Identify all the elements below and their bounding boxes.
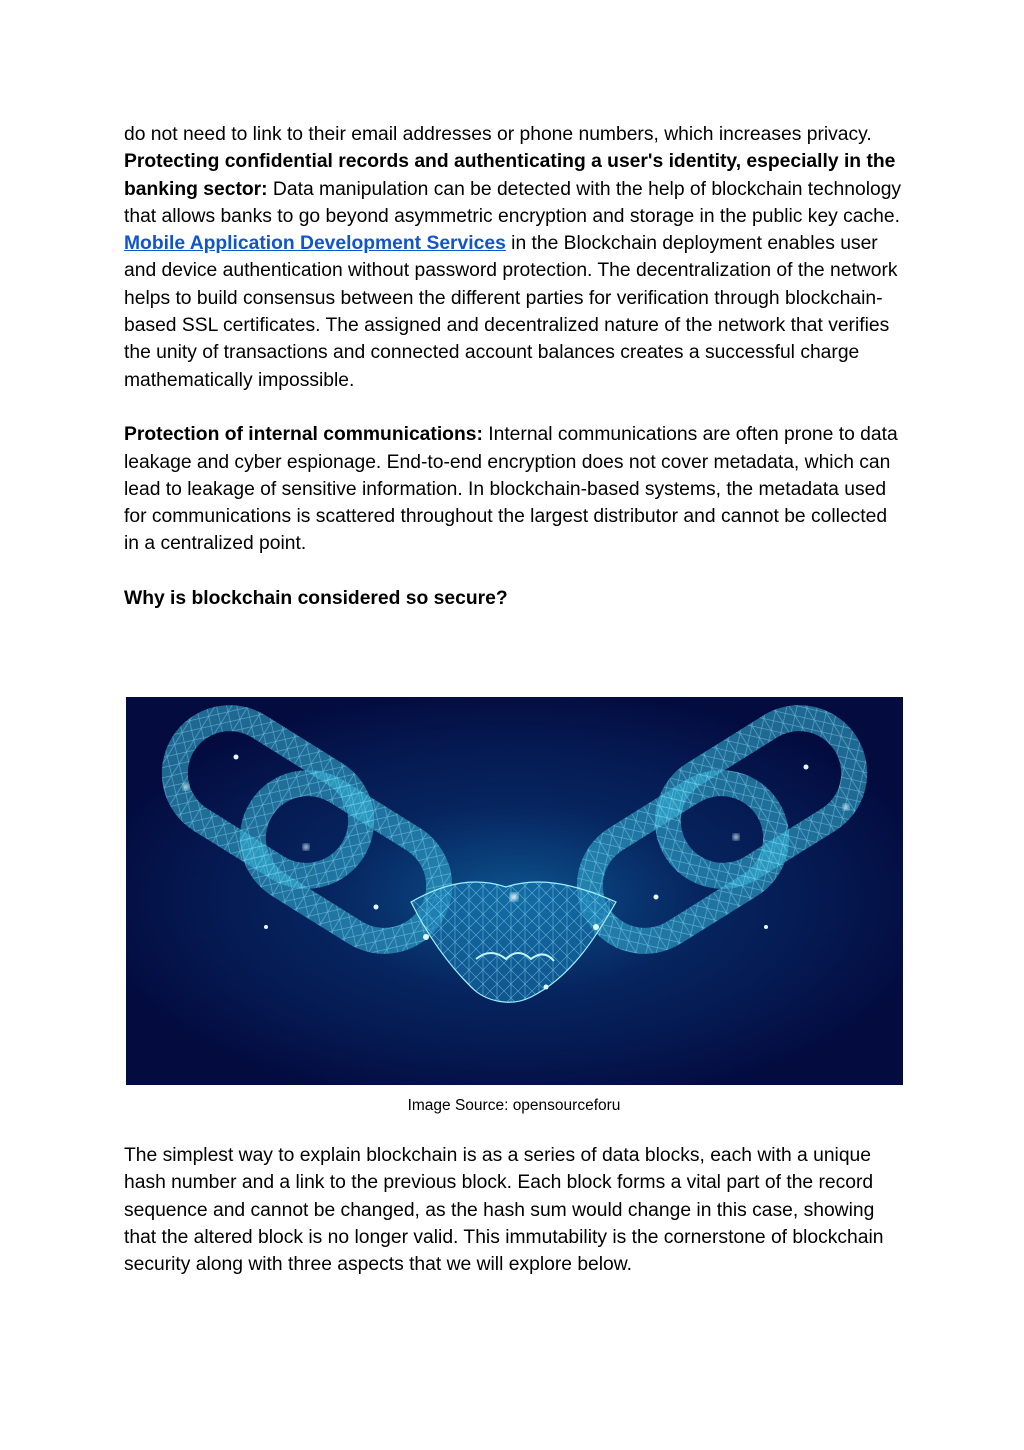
- internal-comms-lead: Protection of internal communications:: [124, 424, 483, 446]
- document-body: [124, 121, 904, 612]
- banking-text-before-link: Data manipulation can be detected with the help of blockchain technology that allows banks to go beyond asymmetric encryption and storage in the public key cache.: [124, 178, 902, 227]
- banking-lead: Protecting confidential records and authenticating a user's identity, especially in the banking sector:: [124, 151, 896, 200]
- closing-paragraph: The simplest way to explain blockchain is as a series of data blocks, each with a unique hash number and a link to the previous block. Each block forms a vital part of the record sequence and cannot be changed, as the hash sum would change in this case, showing that the altered block is no longer valid. This immutability is the cornerstone of blockchain security along with three aspects that we will explore below.: [124, 1145, 884, 1276]
- mobile-app-services-link[interactable]: Mobile Application Development Services: [124, 233, 506, 255]
- closing-section: [124, 1142, 904, 1278]
- internal-comms-paragraph: [124, 421, 904, 557]
- chain-handshake-illustration: [126, 697, 903, 1085]
- paragraph-spacer: [124, 394, 904, 421]
- image-caption: Image Source: opensourceforu: [407, 1097, 621, 1114]
- paragraph-spacer: [124, 558, 904, 585]
- banking-text-after-link: in the Blockchain deployment enables user and device authentication without password protection. The decentralization of the network helps to build consensus between the different parties for verification through blockchain-based SSL certificates. The assigned and decentralized nature of the network that verifies the unity of transactions and connected account balances creates a successful charge mathematically impossible.: [124, 233, 898, 391]
- intro-paragraph: do not need to link to their email addresses or phone numbers, which increases privacy.: [124, 124, 872, 145]
- internal-comms-text: Internal communications are often prone to data leakage and cyber espionage. End-to-end encryption does not cover metadata, which can lead to leakage of sensitive information. In blockchain-based systems, the metadata used for communications is scattered throughout the largest distributor and cannot be collected in a centralized point.: [124, 424, 898, 555]
- banking-paragraph: [124, 148, 904, 394]
- section-heading: Why is blockchain considered so secure?: [124, 588, 508, 610]
- blockchain-handshake-image: [126, 697, 903, 1085]
